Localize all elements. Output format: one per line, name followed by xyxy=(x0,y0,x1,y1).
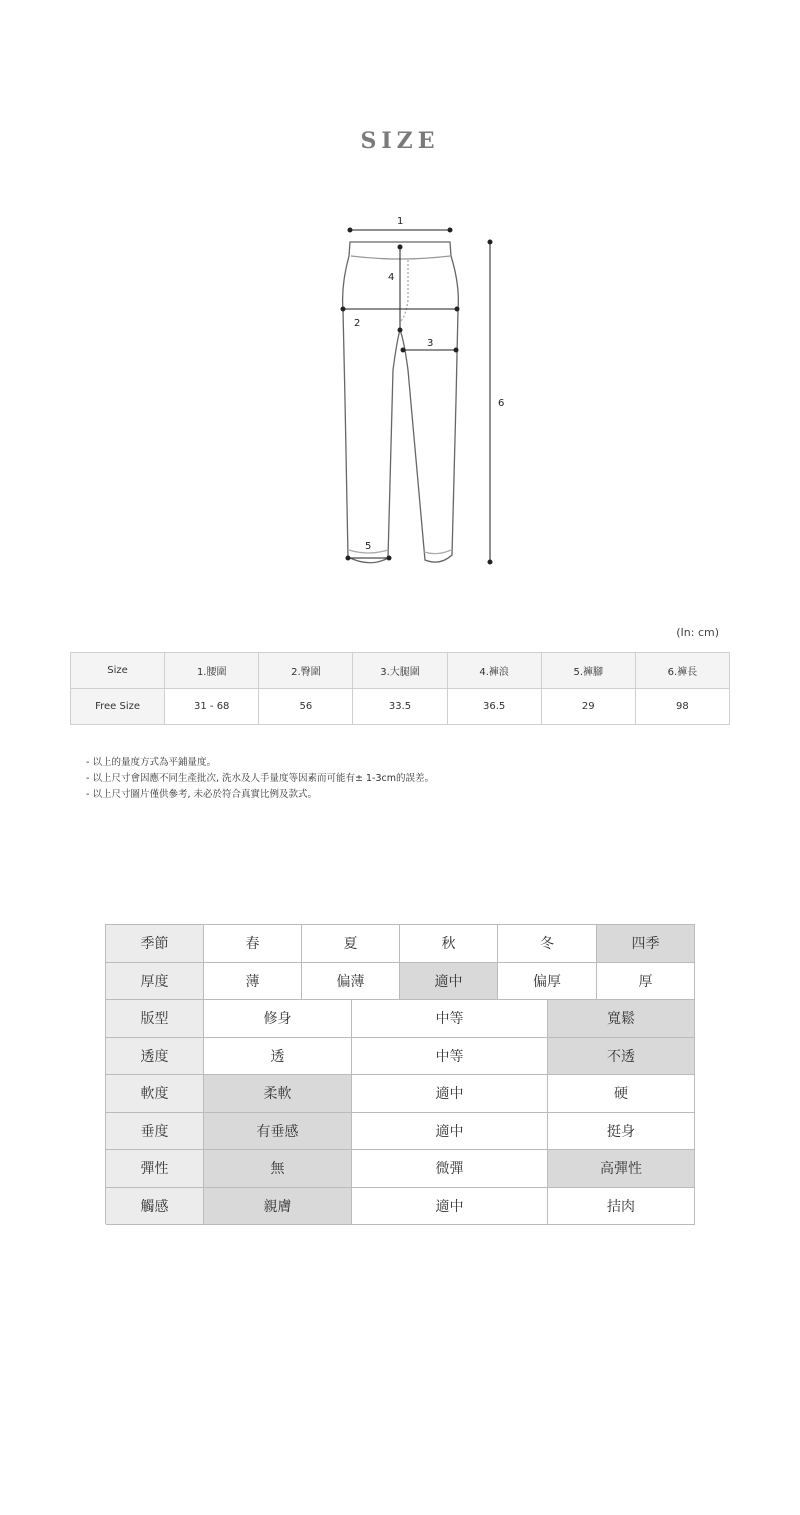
header-cell: 1.腰圍 xyxy=(165,653,259,689)
value-cell: 98 xyxy=(635,689,729,725)
fabric-option: 中等 xyxy=(352,1038,548,1076)
fabric-option-selected: 無 xyxy=(204,1150,352,1188)
fabric-option: 硬 xyxy=(548,1075,695,1113)
header-cell: 4.褲浪 xyxy=(447,653,541,689)
fabric-option: 微彈 xyxy=(352,1150,548,1188)
fabric-option: 適中 xyxy=(352,1075,548,1113)
header-cell: 3.大腿圍 xyxy=(353,653,447,689)
header-cell: 6.褲長 xyxy=(635,653,729,689)
fabric-option: 厚 xyxy=(597,963,695,1001)
fabric-option-selected: 有垂感 xyxy=(204,1113,352,1151)
page-title: SIZE xyxy=(360,128,440,154)
fabric-option: 適中 xyxy=(352,1188,548,1226)
table-row xyxy=(71,689,730,725)
fabric-row-label: 厚度 xyxy=(106,963,204,1001)
pants-measurement-diagram xyxy=(300,205,520,575)
fabric-option: 偏薄 xyxy=(302,963,400,1001)
fabric-option-selected: 親膚 xyxy=(204,1188,352,1226)
fabric-option: 偏厚 xyxy=(498,963,597,1001)
fabric-option-selected: 四季 xyxy=(597,925,695,963)
fabric-option-selected: 適中 xyxy=(400,963,498,1001)
value-cell: 33.5 xyxy=(353,689,447,725)
note-line: - 以上尺寸圖片僅供參考, 未必於符合真實比例及款式。 xyxy=(86,789,317,800)
value-cell: 56 xyxy=(259,689,353,725)
hem-line-right xyxy=(424,550,451,554)
fabric-option: 適中 xyxy=(352,1113,548,1151)
header-cell: 2.臀圍 xyxy=(259,653,353,689)
value-cell: 31 - 68 xyxy=(165,689,259,725)
size-notes xyxy=(86,755,434,803)
fabric-option-selected: 不透 xyxy=(548,1038,695,1076)
measure-label-1: 1 xyxy=(397,216,404,227)
measure-label-6: 6 xyxy=(498,398,505,409)
fabric-option: 挺身 xyxy=(548,1113,695,1151)
fabric-row-label: 版型 xyxy=(106,1000,204,1038)
fabric-option: 修身 xyxy=(204,1000,352,1038)
fabric-row-label: 透度 xyxy=(106,1038,204,1076)
fabric-row-label: 季節 xyxy=(106,925,204,963)
fabric-option-selected: 寬鬆 xyxy=(548,1000,695,1038)
unit-note: (In: cm) xyxy=(676,626,719,639)
fabric-row-label: 垂度 xyxy=(106,1113,204,1151)
fabric-option: 夏 xyxy=(302,925,400,963)
value-cell: 36.5 xyxy=(447,689,541,725)
measure-label-3: 3 xyxy=(427,338,434,349)
fabric-option-selected: 柔軟 xyxy=(204,1075,352,1113)
fabric-option: 春 xyxy=(204,925,302,963)
fly-stitch xyxy=(400,260,408,322)
note-line: - 以上的量度方式為平鋪量度。 xyxy=(86,757,216,768)
fabric-properties-table xyxy=(105,924,695,1224)
fabric-row-label: 軟度 xyxy=(106,1075,204,1113)
size-cell: Free Size xyxy=(71,689,165,725)
fabric-option-selected: 高彈性 xyxy=(548,1150,695,1188)
fabric-row-label: 觸感 xyxy=(106,1188,204,1226)
fabric-option: 冬 xyxy=(498,925,597,963)
fabric-option: 透 xyxy=(204,1038,352,1076)
fabric-row-label: 彈性 xyxy=(106,1150,204,1188)
size-table-header xyxy=(71,653,730,689)
header-cell: 5.褲腳 xyxy=(541,653,635,689)
value-cell: 29 xyxy=(541,689,635,725)
header-cell: Size xyxy=(71,653,165,689)
fabric-option: 中等 xyxy=(352,1000,548,1038)
note-line: - 以上尺寸會因應不同生產批次, 洗水及人手量度等因素而可能有± 1-3cm的誤差。 xyxy=(86,773,434,784)
measure-label-4: 4 xyxy=(388,272,395,283)
fabric-option: 薄 xyxy=(204,963,302,1001)
measure-label-2: 2 xyxy=(354,318,361,329)
size-table xyxy=(70,652,730,725)
fabric-option: 秋 xyxy=(400,925,498,963)
measure-label-5: 5 xyxy=(365,541,372,552)
fabric-option: 拮肉 xyxy=(548,1188,695,1226)
